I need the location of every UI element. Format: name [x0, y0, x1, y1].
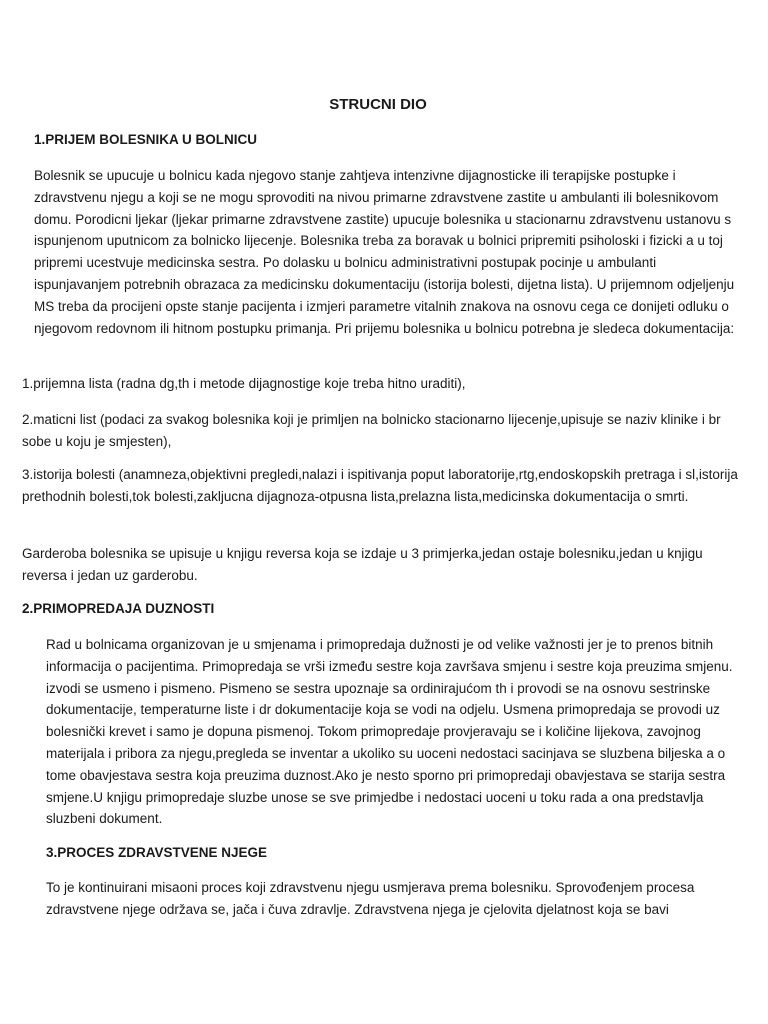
- document-title: STRUCNI DIO: [329, 96, 427, 113]
- section-2-body: Rad u bolnicama organizovan je u smjenama i primopredaja dužnosti je od velike važnosti jer je to prenos bitnih informacija o pacijentima. Primopredaja se vrši između sestre koja završava smjenu i sestre koja preuzima smjenu. izvodi se usmeno i pismeno. Pismeno se sestra upoznaje sa ordinirajućom th i provodi se na osnovu sestrinske dokumentacije, temperaturne liste i dr dokumentacije koja se vodi na odjelu. Usmena primopredaja se provodi uz bolesnički krevet i samo je dopuna pismenoj. Tokom primopredaje provjeravaju se i količine lijekova, zavojnog materijala i pribora za njegu,pregleda se inventar a ukoliko su uoceni nedostaci sacinjava se sluzbena biljeska a o tome obavjestava sestra koja preuzima duznost.Ako je nesto sporno pri primopredaji obavjestava se starija sestra smjene.U knjigu primopredaje sluzbe unose se sve primjedbe i nedostaci uoceni u toku rada a ona predstavlja sluzbeni dokument.: [46, 637, 733, 827]
- doc-item-3: 3.istorija bolesti (anamneza,objektivni pregledi,nalazi i ispitivanja poput laboratorije,rtg,endoskopskih pretraga i sl,istorija prethodnih bolesti,tok bolesti,zakljucna dijagnoza-otpusna lista,prelazna lista,medicinska dokumentacija o smrti.: [22, 467, 738, 504]
- section-3-heading: 3.PROCES ZDRAVSTVENE NJEGE: [46, 845, 268, 860]
- section-1-heading: 1.PRIJEM BOLESNIKA U BOLNICU: [34, 132, 258, 147]
- section-1-intro: Bolesnik se upucuje u bolnicu kada njegovo stanje zahtjeva intenzivne dijagnosticke ili terapijske postupke i zdravstvenu njegu a koji se ne mogu sprovoditi na nivou primarne zdravstvene zastite u ambulanti ili bolesnikovom domu. Porodicni ljekar (ljekar primarne zdravstvene zastite) upucuje bolesnika u stacionarnu zdravstvenu ustanovu s ispunjenom uputnicom za bolnicko lijecenje. Bolesnika treba za boravak u bolnici pripremiti psiholoski i fizicki a u toj pripremi ucestvuje medicinska sestra. Po dolasku u bolnicu administrativni postupak pocinje u ambulanti ispunjavanjem potrebnih obrazaca za medicinsku dokumentaciju (istorija bolesti, dijetna lista). U prijemnom odjeljenju MS treba da procijeni opste stanje pacijenta i izmjeri parametre vitalnih znakova na osnovu cega ce donijeti odluku o njegovom redovnom ili hitnom postupku primanja. Pri prijemu bolesnika u bolnicu potrebna je sledeca dokumentacija:: [34, 168, 735, 336]
- section-3-body: To je kontinuirani misaoni proces koji zdravstvenu njegu usmjerava prema bolesniku. Sprovođenjem procesa zdravstvene njege održava se, jača i čuva zdravlje. Zdravstvena njega je cjelovita djelatnost koja se bavi: [46, 880, 695, 917]
- section-2-heading: 2.PRIMOPREDAJA DUZNOSTI: [22, 601, 215, 616]
- doc-item-1: 1.prijemna lista (radna dg,th i metode dijagnostige koje treba hitno uraditi),: [22, 376, 466, 391]
- doc-item-2: 2.maticni list (podaci za svakog bolesnika koji je primljen na bolnicko stacionarno lijecenje,upisuje se naziv klinike i br sobe u koju je smjesten),: [22, 412, 721, 449]
- garderoba-paragraph: Garderoba bolesnika se upisuje u knjigu reversa koja se izdaje u 3 primjerka,jedan ostaje bolesniku,jedan u knjigu reversa i jedan uz garderobu.: [22, 546, 703, 583]
